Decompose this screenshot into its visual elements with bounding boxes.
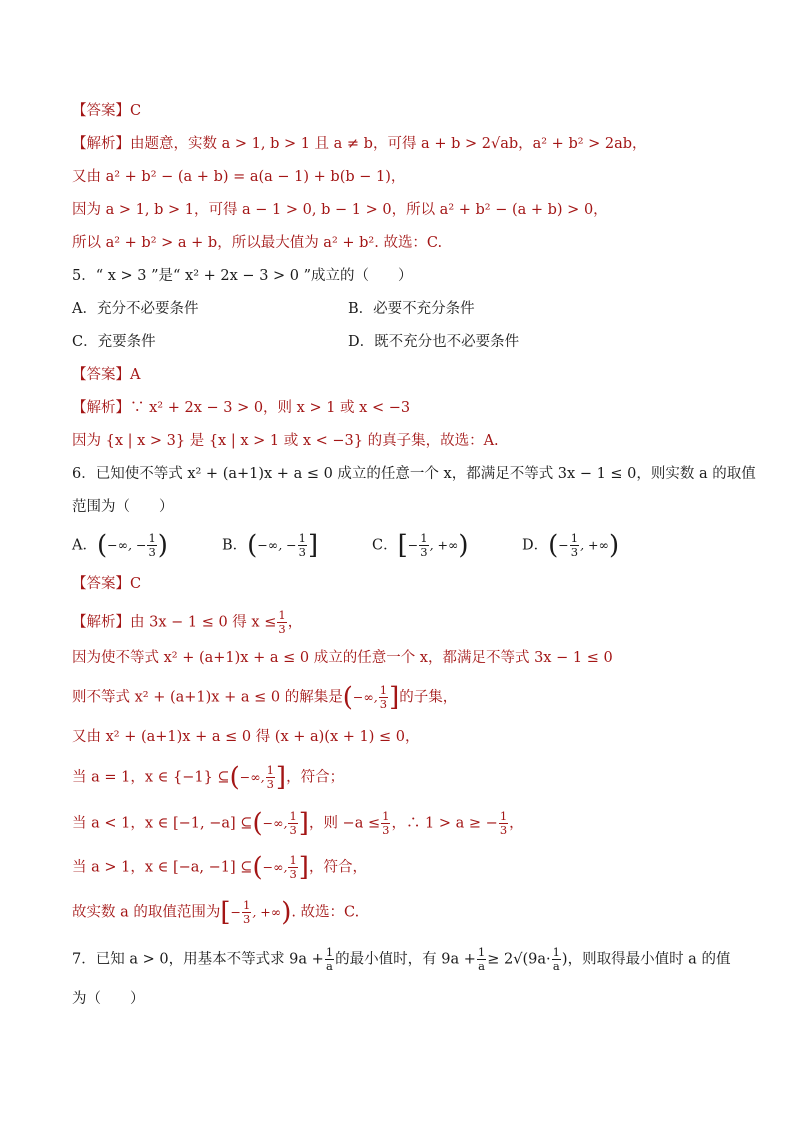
q4-analysis-line-1 [72,134,732,154]
q6-analysis-line-4: 又由 x² + (a+1)x + a ≤ 0 得 (x + a)(x + 1) ≤ 0， [72,729,420,745]
analysis-tag: 【解析】 [72,614,130,631]
stem-text: ≥ 2√(9a· [487,951,551,968]
fraction: $\frac{1}{3}$ [379,683,388,711]
analysis-text: ，则 −a ≤ [308,815,381,832]
analysis-text: . 故选：C. [291,904,360,921]
fraction: $\frac{1}{3}$ [289,853,297,881]
analysis-text: ∵ x² + 2x − 3 > 0，则 x > 1 或 x < −3 [130,400,411,416]
q7-stem-line-1 [72,946,732,973]
fraction: $\frac{1}{3}$ [243,898,251,926]
fraction: $\frac{1}{3}$ [570,531,579,559]
fraction: $\frac{1}{3}$ [382,809,390,837]
q4-analysis-line-4: 所以 a² + b² > a + b，所以最大值为 a² + b². 故选：C. [72,235,443,251]
q6-analysis-line-6: 当 a < 1，x ∈ [−1, −a] ⊆(−∞, $\frac{1}{3}$ ]，则 −a ≤ $\frac{1}{3}$ ，∴ 1 > a ≥ − $\frac{1}{3}$ ， [72,808,524,839]
q6-analysis-line-2: 因为使不等式 x² + (a+1)x + a ≤ 0 成立的任意一个 x，都满足不等式 3x − 1 ≤ 0 [72,650,613,666]
option-label: C． [372,537,398,554]
q6-analysis-line-1: 【解析】由 3x − 1 ≤ 0 得 x ≤ $\frac{1}{3}$ ， [72,608,303,636]
answer-value: C [130,576,142,592]
q6-options-row [72,530,732,562]
option-interval: , +∞ [429,537,459,553]
q6-option-b: B．(−∞, − $\frac{1}{3}$ ] [222,530,319,561]
fraction: $\frac{1}{a}$ [477,945,486,973]
q6-analysis-line-7: 当 a > 1，x ∈ [−a, −1] ⊆(−∞, $\frac{1}{3}$ ]，符合， [72,852,367,883]
q5-option-d: D．既不充分也不必要条件 [348,334,520,350]
fraction: $\frac{1}{a}$ [325,945,334,973]
option-label: D． [522,537,549,554]
stem-text: 的最小值时，有 9a + [335,951,476,968]
analysis-text: ， [509,815,524,832]
fraction: $\frac{1}{3}$ [148,531,156,559]
stem-text: 7．已知 a > 0，用基本不等式求 9a + [72,951,324,968]
analysis-tag: 【解析】 [72,136,130,152]
analysis-text: 由题意，实数 a > 1, b > 1 且 a ≠ b，可得 a + b > 2√ab，a² + b² > 2ab， [130,136,647,152]
fraction: $\frac{1}{3}$ [298,531,306,559]
analysis-text: 当 a > 1，x ∈ [−a, −1] ⊆ [72,859,253,876]
q6-answer-line [72,574,732,594]
analysis-text: ，符合； [286,769,345,786]
q6-analysis-line-3: 则不等式 x² + (a+1)x + a ≤ 0 的解集是(−∞, $\frac{1}{3}$ ]的子集， [72,682,458,713]
option-interval: −∞, − [107,537,147,553]
q5-analysis-line-1 [72,398,732,418]
analysis-text: 的子集， [399,689,458,706]
fraction: $\frac{1}{3}$ [289,809,297,837]
q7-stem-line-2: 为（ ） [72,991,145,1007]
analysis-text: ，∴ 1 > a ≥ − [391,815,498,832]
q6-stem-line-1: 6．已知使不等式 x² + (a+1)x + a ≤ 0 成立的任意一个 x，都满足不等式 3x − 1 ≤ 0，则实数 a 的取值 [72,466,756,482]
answer-tag: 【答案】 [72,103,130,119]
answer-value: C [130,103,142,119]
fraction: $\frac{1}{3}$ [420,531,428,559]
answer-tag: 【答案】 [72,576,130,592]
fraction: $\frac{1}{3}$ [278,608,286,636]
q5-analysis-line-2: 因为 {x | x > 3} 是 {x | x > 1 或 x < −3} 的真子集，故选：A. [72,433,499,449]
q6-stem-line-2: 范围为（ ） [72,499,174,515]
analysis-tag: 【解析】 [72,400,130,416]
analysis-text: 当 a < 1，x ∈ [−1, −a] ⊆ [72,815,253,832]
q5-option-a: A．充分不必要条件 [72,301,199,317]
q5-option-c: C．充要条件 [72,334,156,350]
q6-analysis-line-5: 当 a = 1，x ∈ {−1} ⊆(−∞, $\frac{1}{3}$ ]，符合； [72,762,345,793]
answer-tag: 【答案】 [72,367,130,383]
q4-analysis-line-2: 又由 a² + b² − (a + b) = a(a − 1) + b(b − 1)， [72,169,406,185]
q5-option-b: B．必要不充分条件 [348,301,475,317]
option-label: B． [222,537,248,554]
fraction: $\frac{1}{3}$ [499,809,508,837]
option-label: A． [72,537,97,554]
option-interval: −∞, − [257,537,297,553]
analysis-text: ，符合， [308,859,367,876]
option-interval: , +∞ [580,537,609,553]
q6-option-c: C．[− $\frac{1}{3}$ , +∞) [372,530,469,561]
analysis-text: 当 a = 1，x ∈ {−1} ⊆ [72,769,230,786]
fraction: $\frac{1}{3}$ [266,763,274,791]
q6-analysis-line-8: 故实数 a 的取值范围为[− $\frac{1}{3}$ , +∞). 故选：C. [72,897,360,928]
q6-option-d: D．(− $\frac{1}{3}$ , +∞) [522,530,620,561]
analysis-text: 则不等式 x² + (a+1)x + a ≤ 0 的解集是 [72,689,343,706]
analysis-text: 由 3x − 1 ≤ 0 得 x ≤ [130,614,277,631]
analysis-text: 故实数 a 的取值范围为 [72,904,221,921]
stem-text: )，则取得最小值时 a 的值 [561,951,731,968]
q5-answer-line [72,365,732,385]
q5-stem: 5．“ x > 3 ”是“ x² + 2x − 3 > 0 ”成立的（ ） [72,268,413,284]
answer-value: A [130,367,141,383]
fraction: $\frac{1}{a}$ [552,945,560,973]
q6-option-a: A．(−∞, − $\frac{1}{3}$ ) [72,530,168,561]
q4-answer-line [72,101,732,121]
q4-analysis-line-3: 因为 a > 1, b > 1，可得 a − 1 > 0, b − 1 > 0，所以 a² + b² − (a + b) > 0， [72,202,608,218]
